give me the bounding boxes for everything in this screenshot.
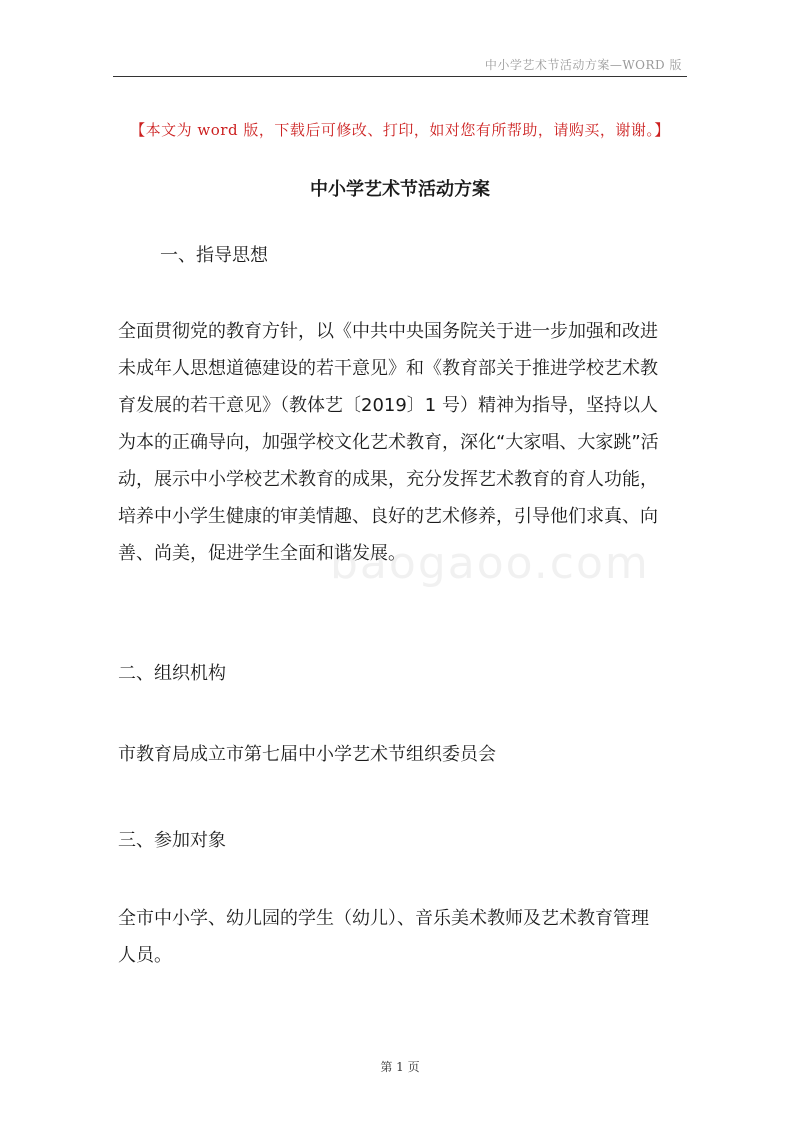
paragraph-line: 培养中小学生健康的审美情趣、良好的艺术修养，引导他们求真、向 [118,506,658,527]
section-heading-participants: 三、参加对象 [118,830,226,851]
paragraph-organization [118,736,693,773]
paragraph-line: 育发展的若干意见》（教体艺〔2019〕1 号）精神为指导，坚持以人 [118,395,658,416]
header-title: 中小学艺术节活动方案—WORD 版 [484,58,682,72]
section-heading-organization: 二、组织机构 [118,663,226,684]
paragraph-line: 善、尚美，促进学生全面和谐发展。 [118,543,406,564]
paragraph-line: 未成年人思想道德建设的若干意见》和《教育部关于推进学校艺术教 [118,358,658,379]
paragraph-participants [118,900,693,974]
document-title: 中小学艺术节活动方案 [310,179,490,200]
paragraph-line: 全面贯彻党的教育方针，以《中共中央国务院关于进一步加强和改进 [118,321,658,342]
page-number: 第 1 页 [380,1060,420,1074]
download-notice: 【本文为 word 版，下载后可修改、打印，如对您有所帮助，请购买，谢谢。】 [130,121,670,139]
paragraph-line: 人员。 [118,945,172,966]
paragraph-guiding-ideology [118,313,693,572]
paragraph-line: 为本的正确导向，加强学校文化艺术教育，深化“大家唱、大家跳”活 [118,432,659,453]
paragraph-line: 市教育局成立市第七届中小学艺术节组织委员会 [118,744,496,765]
paragraph-line: 动，展示中小学校艺术教育的成果，充分发挥艺术教育的育人功能， [118,469,658,490]
watermark: baogaoo.com [330,538,650,589]
paragraph-line: 全市中小学、幼儿园的学生（幼儿）、音乐美术教师及艺术教育管理 [118,908,649,929]
section-heading-guiding-ideology: 一、指导思想 [160,245,268,266]
header-divider [113,76,687,77]
